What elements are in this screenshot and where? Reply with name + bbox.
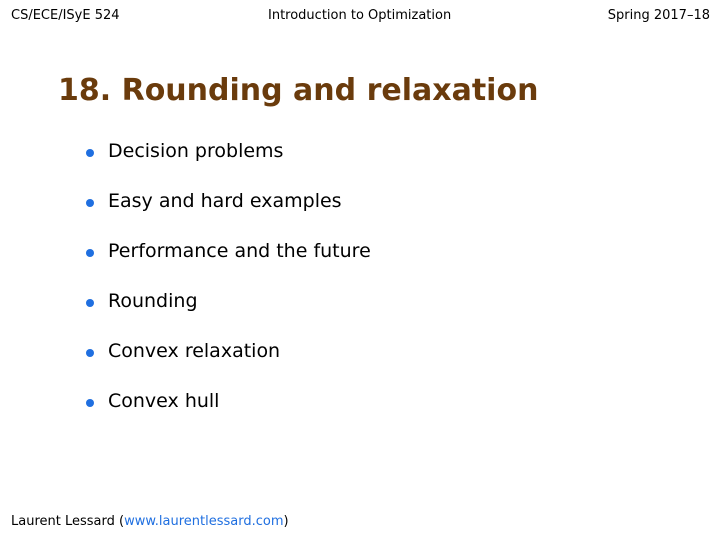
bullet-text: Performance and the future (108, 240, 371, 262)
bullet-dot-icon (86, 149, 94, 157)
slide-footer (11, 514, 289, 529)
author-name: Laurent Lessard (11, 514, 115, 529)
author-website-link[interactable]: www.laurentlessard.com (124, 514, 284, 529)
slide-title: 18. Rounding and relaxation (58, 73, 539, 108)
bullet-dot-icon (86, 299, 94, 307)
bullet-dot-icon (86, 249, 94, 257)
slide-header (0, 6, 720, 26)
open-paren: ( (119, 514, 125, 529)
bullet-text: Easy and hard examples (108, 190, 342, 212)
bullet-text: Decision problems (108, 140, 284, 162)
bullet-dot-icon (86, 399, 94, 407)
course-title: Introduction to Optimization (268, 8, 452, 23)
course-code: CS/ECE/ISyE 524 (11, 8, 120, 23)
bullet-text: Convex hull (108, 390, 220, 412)
close-paren: ) (283, 514, 289, 529)
term-label: Spring 2017–18 (607, 8, 710, 23)
bullet-dot-icon (86, 199, 94, 207)
bullet-dot-icon (86, 349, 94, 357)
bullet-text: Convex relaxation (108, 340, 281, 362)
bullet-text: Rounding (108, 290, 198, 312)
